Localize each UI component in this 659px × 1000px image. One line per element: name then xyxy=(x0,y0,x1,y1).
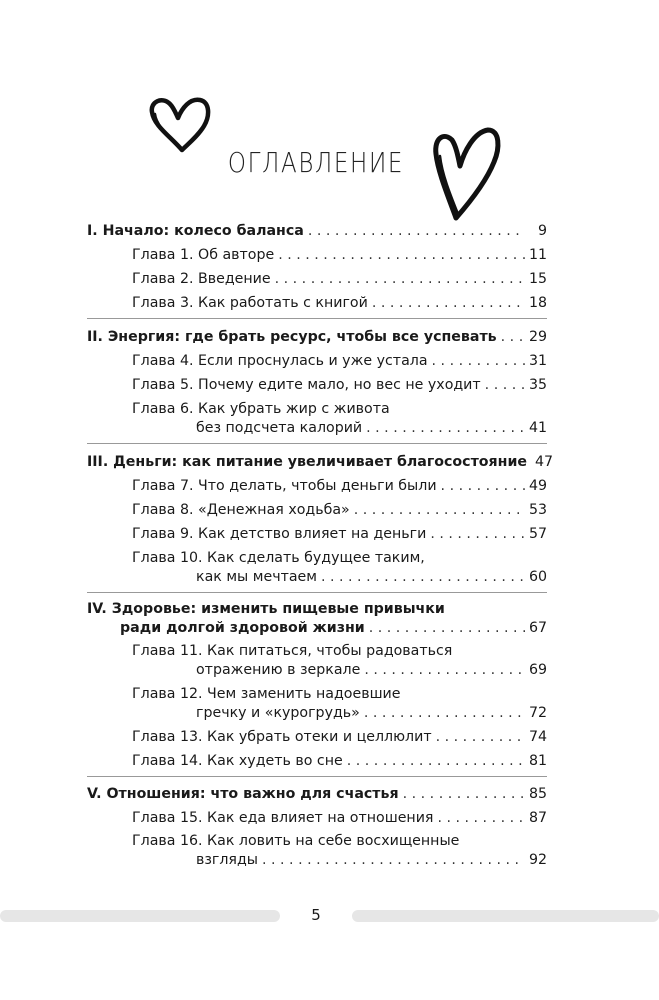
chapter-label: Глава 2. Введение xyxy=(132,271,271,287)
toc-chapter-11[interactable] xyxy=(196,661,547,679)
chapter-label: Глава 5. Почему едите мало, но вес не уходит xyxy=(132,377,481,393)
toc-chapter-1[interactable] xyxy=(132,246,547,264)
chapter-label-cont: без подсчета калорий xyxy=(196,420,363,436)
toc-chapter-4[interactable] xyxy=(132,352,547,370)
toc-chapter-6[interactable] xyxy=(196,419,547,437)
page-number: 5 xyxy=(311,906,321,924)
toc-chapter-13[interactable] xyxy=(132,728,547,746)
dot-leader xyxy=(436,728,525,746)
page-ref: 29 xyxy=(528,329,547,345)
section-label: I. Начало: колесо баланса xyxy=(87,223,304,239)
chapter-label[interactable]: Глава 11. Как питаться, чтобы радоваться xyxy=(132,643,453,659)
page-ref: 85 xyxy=(528,786,547,802)
dot-leader xyxy=(369,619,525,637)
chapter-label[interactable]: Глава 6. Как убрать жир с живота xyxy=(132,401,390,417)
toc-chapter-8[interactable] xyxy=(132,501,547,519)
section-label: II. Энергия: где брать ресурс, чтобы все успевать xyxy=(87,329,497,345)
toc-section-1[interactable] xyxy=(87,222,547,240)
dot-leader xyxy=(262,851,525,869)
toc-section-5[interactable] xyxy=(87,785,547,803)
chapter-label[interactable]: Глава 16. Как ловить на себе восхищенные xyxy=(132,833,460,849)
section-label[interactable]: IV. Здоровье: изменить пищевые привычки xyxy=(87,601,445,617)
chapter-label: Глава 7. Что делать, чтобы деньги были xyxy=(132,478,437,494)
toc-chapter-12[interactable] xyxy=(196,704,547,722)
dot-leader xyxy=(441,477,525,495)
dot-leader xyxy=(366,419,525,437)
page-ref: 60 xyxy=(528,569,547,585)
toc-chapter-15[interactable] xyxy=(132,809,547,827)
toc-chapter-14[interactable] xyxy=(132,752,547,770)
dot-leader xyxy=(501,328,525,346)
page-ref: 18 xyxy=(528,295,547,311)
toc-chapter-9[interactable] xyxy=(132,525,547,543)
page-ref: 57 xyxy=(528,526,547,542)
toc-chapter-5[interactable] xyxy=(132,376,547,394)
page-ref: 74 xyxy=(528,729,547,745)
toc-chapter-10[interactable] xyxy=(196,568,547,586)
toc-section-3[interactable] xyxy=(87,453,554,471)
section-divider xyxy=(87,443,547,444)
page-ref: 35 xyxy=(528,377,547,393)
section-divider xyxy=(87,592,547,593)
dot-leader xyxy=(372,294,525,312)
page-ref: 9 xyxy=(537,223,547,239)
chapter-label[interactable]: Глава 10. Как сделать будущее таким, xyxy=(132,550,425,566)
dot-leader xyxy=(275,270,525,288)
page-ref: 49 xyxy=(528,478,547,494)
dot-leader xyxy=(321,568,525,586)
chapter-label: Глава 4. Если проснулась и уже устала xyxy=(132,353,428,369)
dot-leader xyxy=(485,376,525,394)
toc-chapter-16[interactable] xyxy=(196,851,547,869)
toc-section-2[interactable] xyxy=(87,328,547,346)
page-ref: 41 xyxy=(528,420,547,436)
toc-section-4[interactable] xyxy=(120,619,547,637)
dot-leader xyxy=(403,785,525,803)
page-ref: 67 xyxy=(528,620,547,636)
section-divider xyxy=(87,776,547,777)
chapter-label: Глава 15. Как еда влияет на отношения xyxy=(132,810,434,826)
dot-leader xyxy=(437,809,524,827)
chapter-label[interactable]: Глава 12. Чем заменить надоевшие xyxy=(132,686,401,702)
toc-chapter-7[interactable] xyxy=(132,477,547,495)
section-label: V. Отношения: что важно для счастья xyxy=(87,786,399,802)
page-ref: 69 xyxy=(528,662,547,678)
section-label: III. Деньги: как питание увеличивает благосостояние xyxy=(87,454,528,470)
dot-leader xyxy=(278,246,525,264)
page-ref: 47 xyxy=(535,454,554,470)
page-ref: 53 xyxy=(528,502,547,518)
page-ref: 81 xyxy=(528,753,547,769)
page-ref: 92 xyxy=(528,852,547,868)
page-ref: 87 xyxy=(528,810,547,826)
chapter-label: Глава 8. «Денежная ходьба» xyxy=(132,502,350,518)
chapter-label: Глава 1. Об авторе xyxy=(132,247,275,263)
page-ref: 72 xyxy=(528,705,547,721)
dot-leader xyxy=(308,222,525,240)
section-label-cont: ради долгой здоровой жизни xyxy=(120,620,365,636)
page-ref: 31 xyxy=(528,353,547,369)
dot-leader xyxy=(354,501,525,519)
toc-chapter-2[interactable] xyxy=(132,270,547,288)
page-title: ОГЛАВЛЕНИЕ xyxy=(227,146,405,179)
page-ref: 11 xyxy=(528,247,547,263)
chapter-label: Глава 3. Как работать с книгой xyxy=(132,295,368,311)
chapter-label: Глава 14. Как худеть во сне xyxy=(132,753,343,769)
dot-leader xyxy=(432,352,525,370)
section-divider xyxy=(87,318,547,319)
page-ref: 15 xyxy=(528,271,547,287)
chapter-label-cont: взгляды xyxy=(196,852,258,868)
dot-leader xyxy=(430,525,525,543)
dot-leader xyxy=(347,752,525,770)
toc-chapter-3[interactable] xyxy=(132,294,547,312)
dot-leader xyxy=(364,661,525,679)
chapter-label-cont: отражению в зеркале xyxy=(196,662,361,678)
chapter-label-cont: гречку и «курогрудь» xyxy=(196,705,360,721)
chapter-label: Глава 9. Как детство влияет на деньги xyxy=(132,526,427,542)
chapter-label-cont: как мы мечтаем xyxy=(196,569,317,585)
chapter-label: Глава 13. Как убрать отеки и целлюлит xyxy=(132,729,432,745)
dot-leader xyxy=(364,704,525,722)
